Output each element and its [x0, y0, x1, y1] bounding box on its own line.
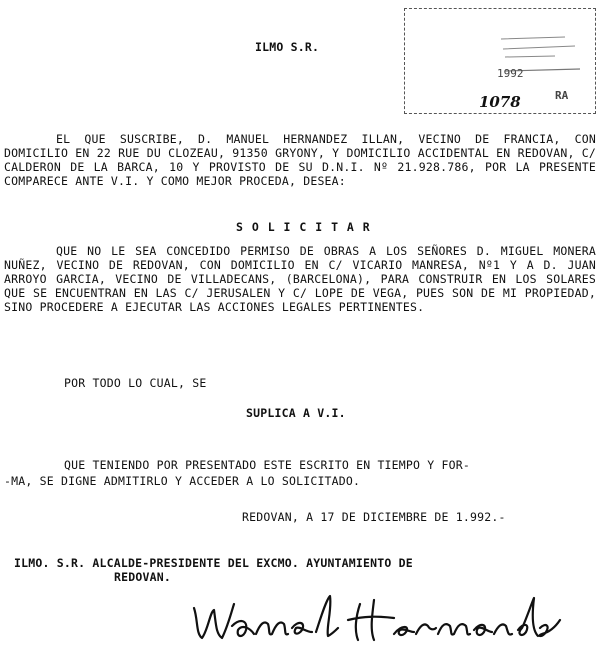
stamp-line-2: 1992	[497, 67, 524, 80]
registry-stamp	[404, 8, 596, 114]
por-todo-line: POR TODO LO CUAL, SE	[64, 376, 207, 390]
signature	[188, 590, 568, 650]
intro-paragraph: EL QUE SUSCRIBE, D. MANUEL HERNANDEZ ILLAN, VECINO DE FRANCIA, CON DOMICILIO EN 22 RUE DU CLOZEAU, 91350 GRYONY, Y DOMICILIO ACCIDENTAL EN REDOVAN, C/ CALDERON DE LA BARCA, 10 Y PROVISTO DE SU D.N.I. Nº 21.928.786, POR LA PRESENTE COMPARECE ANTE V.I. Y COMO MEJOR PROCEDA, DESEA:	[4, 132, 596, 188]
suplica-heading: SUPLICA A V.I.	[246, 406, 346, 420]
place-date: REDOVAN, A 17 DE DICIEMBRE DE 1.992.-	[242, 510, 506, 524]
suplica-body-line-1: QUE TENIENDO POR PRESENTADO ESTE ESCRITO EN TIEMPO Y FOR-	[64, 458, 471, 472]
registry-number: 1078	[479, 93, 521, 111]
header-title: ILMO S.R.	[255, 40, 320, 54]
request-paragraph: QUE NO LE SEA CONCEDIDO PERMISO DE OBRAS A LOS SEÑORES D. MIGUEL MONERA NUÑEZ, VECINO DE REDOVAN, CON DOMICILIO EN C/ VICARIO MANRESA, Nº1 Y A D. JUAN ARROYO GARCIA, VECINO DE VILLADECANS, (BARCELONA), PARA CONSTRUIR EN LOS SOLARES QUE SE ENCUENTRAN EN LAS C/ JERUSALEN Y C/ LOPE DE VEGA, PUES SON DE MI PROPIEDAD, SINO PROCEDERE A EJECUTAR LAS ACCIONES LEGALES PERTINENTES.	[4, 244, 596, 314]
stamp-line-3: RA	[555, 89, 569, 102]
solicitar-heading: S O L I C I T A R	[236, 220, 371, 234]
suplica-body-line-2: -MA, SE DIGNE ADMITIRLO Y ACCEDER A LO SOLICITADO.	[4, 474, 361, 488]
addressee-line-1: ILMO. S.R. ALCALDE-PRESIDENTE DEL EXCMO. AYUNTAMIENTO DE	[14, 556, 413, 570]
addressee-line-2: REDOVAN.	[114, 570, 171, 584]
